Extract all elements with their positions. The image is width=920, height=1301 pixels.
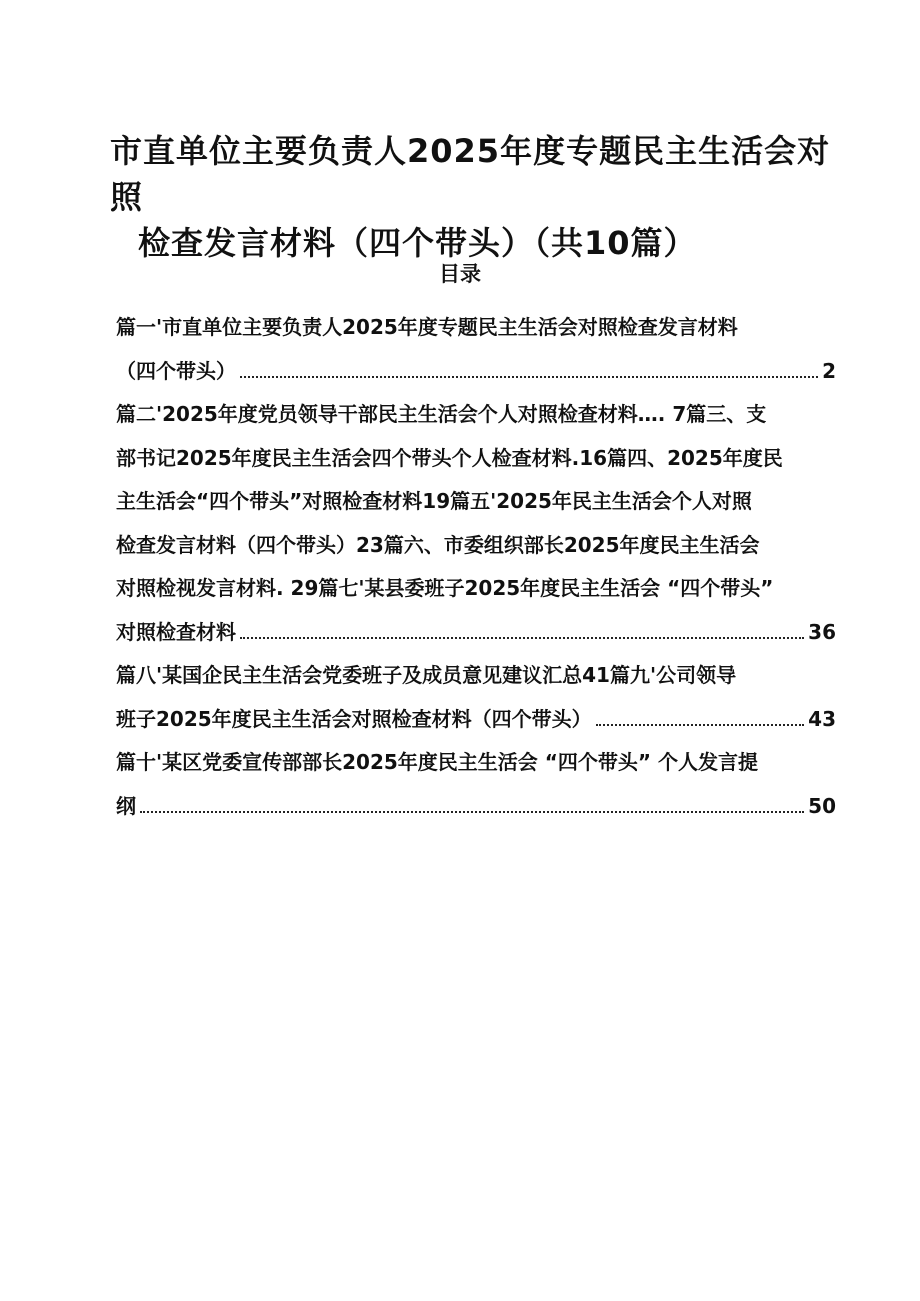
toc-line[interactable] (116, 785, 836, 829)
toc-line[interactable]: 部书记2025年度民主生活会四个带头个人检查材料.16篇四、2025年度民 (116, 445, 783, 470)
toc-heading: 目录 (439, 262, 481, 286)
toc-page-number: 50 (808, 793, 836, 818)
toc-line[interactable]: 主生活会“四个带头”对照检查材料19篇五'2025年民主生活会个人对照 (116, 489, 752, 513)
toc-line-text: （四个带头） (116, 358, 236, 383)
dot-leader (140, 811, 804, 813)
toc-line[interactable]: 检查发言材料（四个带头）23篇六、市委组织部长2025年度民主生活会 (116, 532, 760, 557)
toc-line[interactable] (116, 350, 836, 394)
table-of-contents (116, 306, 836, 828)
dot-leader (240, 376, 818, 378)
toc-line[interactable] (116, 698, 836, 742)
toc-line[interactable]: 篇二'2025年度党员领导干部民主生活会个人对照检查材料…. 7篇三、支 (116, 402, 767, 426)
dot-leader (240, 637, 804, 639)
toc-line[interactable]: 篇八'某国企民主生活会党委班子及成员意见建议汇总41篇九'公司领导 (116, 663, 737, 687)
toc-page-number: 36 (808, 619, 836, 644)
dot-leader (596, 724, 804, 726)
toc-line[interactable] (116, 611, 836, 655)
toc-line[interactable]: 对照检视发言材料. 29篇七'某县委班子2025年度民主生活会 “四个带头” (116, 576, 774, 600)
toc-line-text: 班子2025年度民主生活会对照检查材料（四个带头） (116, 706, 592, 731)
document-title (110, 128, 850, 266)
toc-line[interactable]: 篇十'某区党委宣传部部长2025年度民主生活会 “四个带头” 个人发言提 (116, 750, 759, 774)
toc-line-text: 纲 (116, 793, 136, 818)
title-line-1: 市直单位主要负责人2025年度专题民主生活会对照 (110, 132, 831, 216)
title-line-2: 检查发言材料（四个带头）（共10篇） (138, 224, 697, 262)
toc-page-number: 43 (808, 706, 836, 731)
toc-line-text: 对照检查材料 (116, 619, 236, 644)
toc-line[interactable]: 篇一'市直单位主要负责人2025年度专题民主生活会对照检查发言材料 (116, 315, 738, 339)
toc-page-number: 2 (822, 358, 836, 383)
